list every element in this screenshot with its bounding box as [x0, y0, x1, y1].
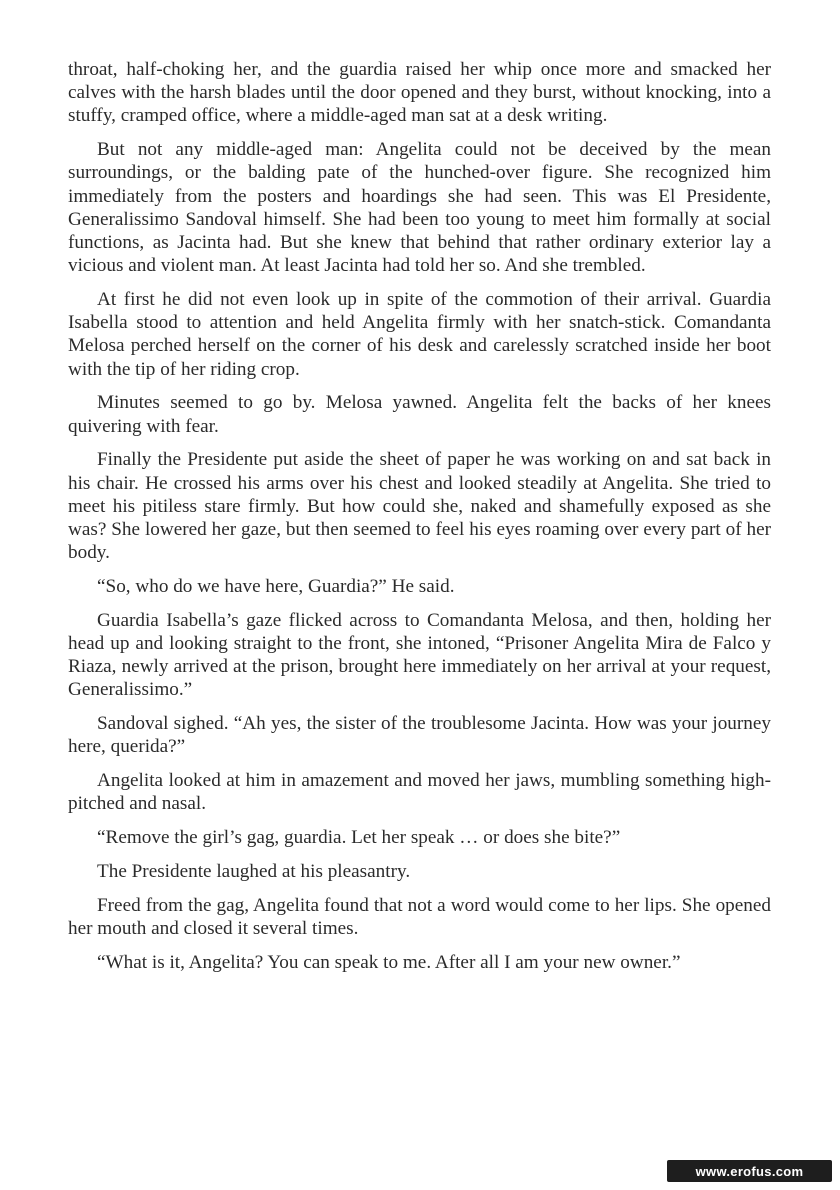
paragraph-1: throat, half-choking her, and the guardia raised her whip once more and smacked her calves with the harsh blades until the door opened and they burst, without knocking, into a stuffy, cramped office, where a middle-aged man sat at a desk writing.: [68, 59, 771, 127]
paragraph-6: “So, who do we have here, Guardia?” He said.: [97, 576, 455, 598]
paragraph-4: Minutes seemed to go by. Melosa yawned. Angelita felt the backs of her knees quivering with fear.: [68, 392, 771, 437]
paragraph-11: The Presidente laughed at his pleasantry.: [97, 861, 411, 883]
paragraph-3: At first he did not even look up in spite of the commotion of their arrival. Guardia Isabella stood to attention and held Angelita firmly with her snatch-stick. Comandanta Melosa perched herself on the corner of his desk and carelessly scratched inside her boot with the tip of her riding crop.: [68, 289, 771, 380]
paragraph-7: Guardia Isabella’s gaze flicked across to Comandanta Melosa, and then, holding her head up and looking straight to the front, she intoned, “Prisoner Angelita Mira de Falco y Riaza, newly arrived at the prison, brought here immediately on her arrival at your request, Generalissimo.”: [68, 609, 771, 701]
paragraph-13: “What is it, Angelita? You can speak to me. After all I am your new owner.”: [97, 951, 681, 973]
document-page: [68, 58, 771, 985]
paragraph-9: Angelita looked at him in amazement and moved her jaws, mumbling something high-pitched and nasal.: [68, 770, 771, 815]
paragraph-5: Finally the Presidente put aside the sheet of paper he was working on and sat back in his chair. He crossed his arms over his chest and looked steadily at Angelita. She tried to meet his pitiless stare firmly. But how could she, naked and shamefully exposed as she was? She lowered her gaze, but then seemed to feel his eyes roaming over every part of her body.: [68, 449, 771, 564]
paragraph-8: Sandoval sighed. “Ah yes, the sister of the troublesome Jacinta. How was your journey here, querida?”: [68, 713, 771, 758]
watermark-text: www.erofus.com: [695, 1163, 804, 1179]
paragraph-12: Freed from the gag, Angelita found that not a word would come to her lips. She opened her mouth and closed it several times.: [68, 894, 771, 940]
paragraph-10: “Remove the girl’s gag, guardia. Let her speak … or does she bite?”: [97, 827, 621, 849]
watermark-badge: [667, 1160, 832, 1182]
paragraph-2: But not any middle-aged man: Angelita could not be deceived by the mean surroundings, or the balding pate of the hunched-over figure. She recognized him immediately from the posters and hoardings she had seen. This was El Presidente, Generalissimo Sandoval himself. She had been too young to meet him formally at social functions, as Jacinta had. But she knew that behind that rather ordinary exterior lay a vicious and violent man. At least Jacinta had told her so. And she trembled.: [68, 139, 771, 277]
